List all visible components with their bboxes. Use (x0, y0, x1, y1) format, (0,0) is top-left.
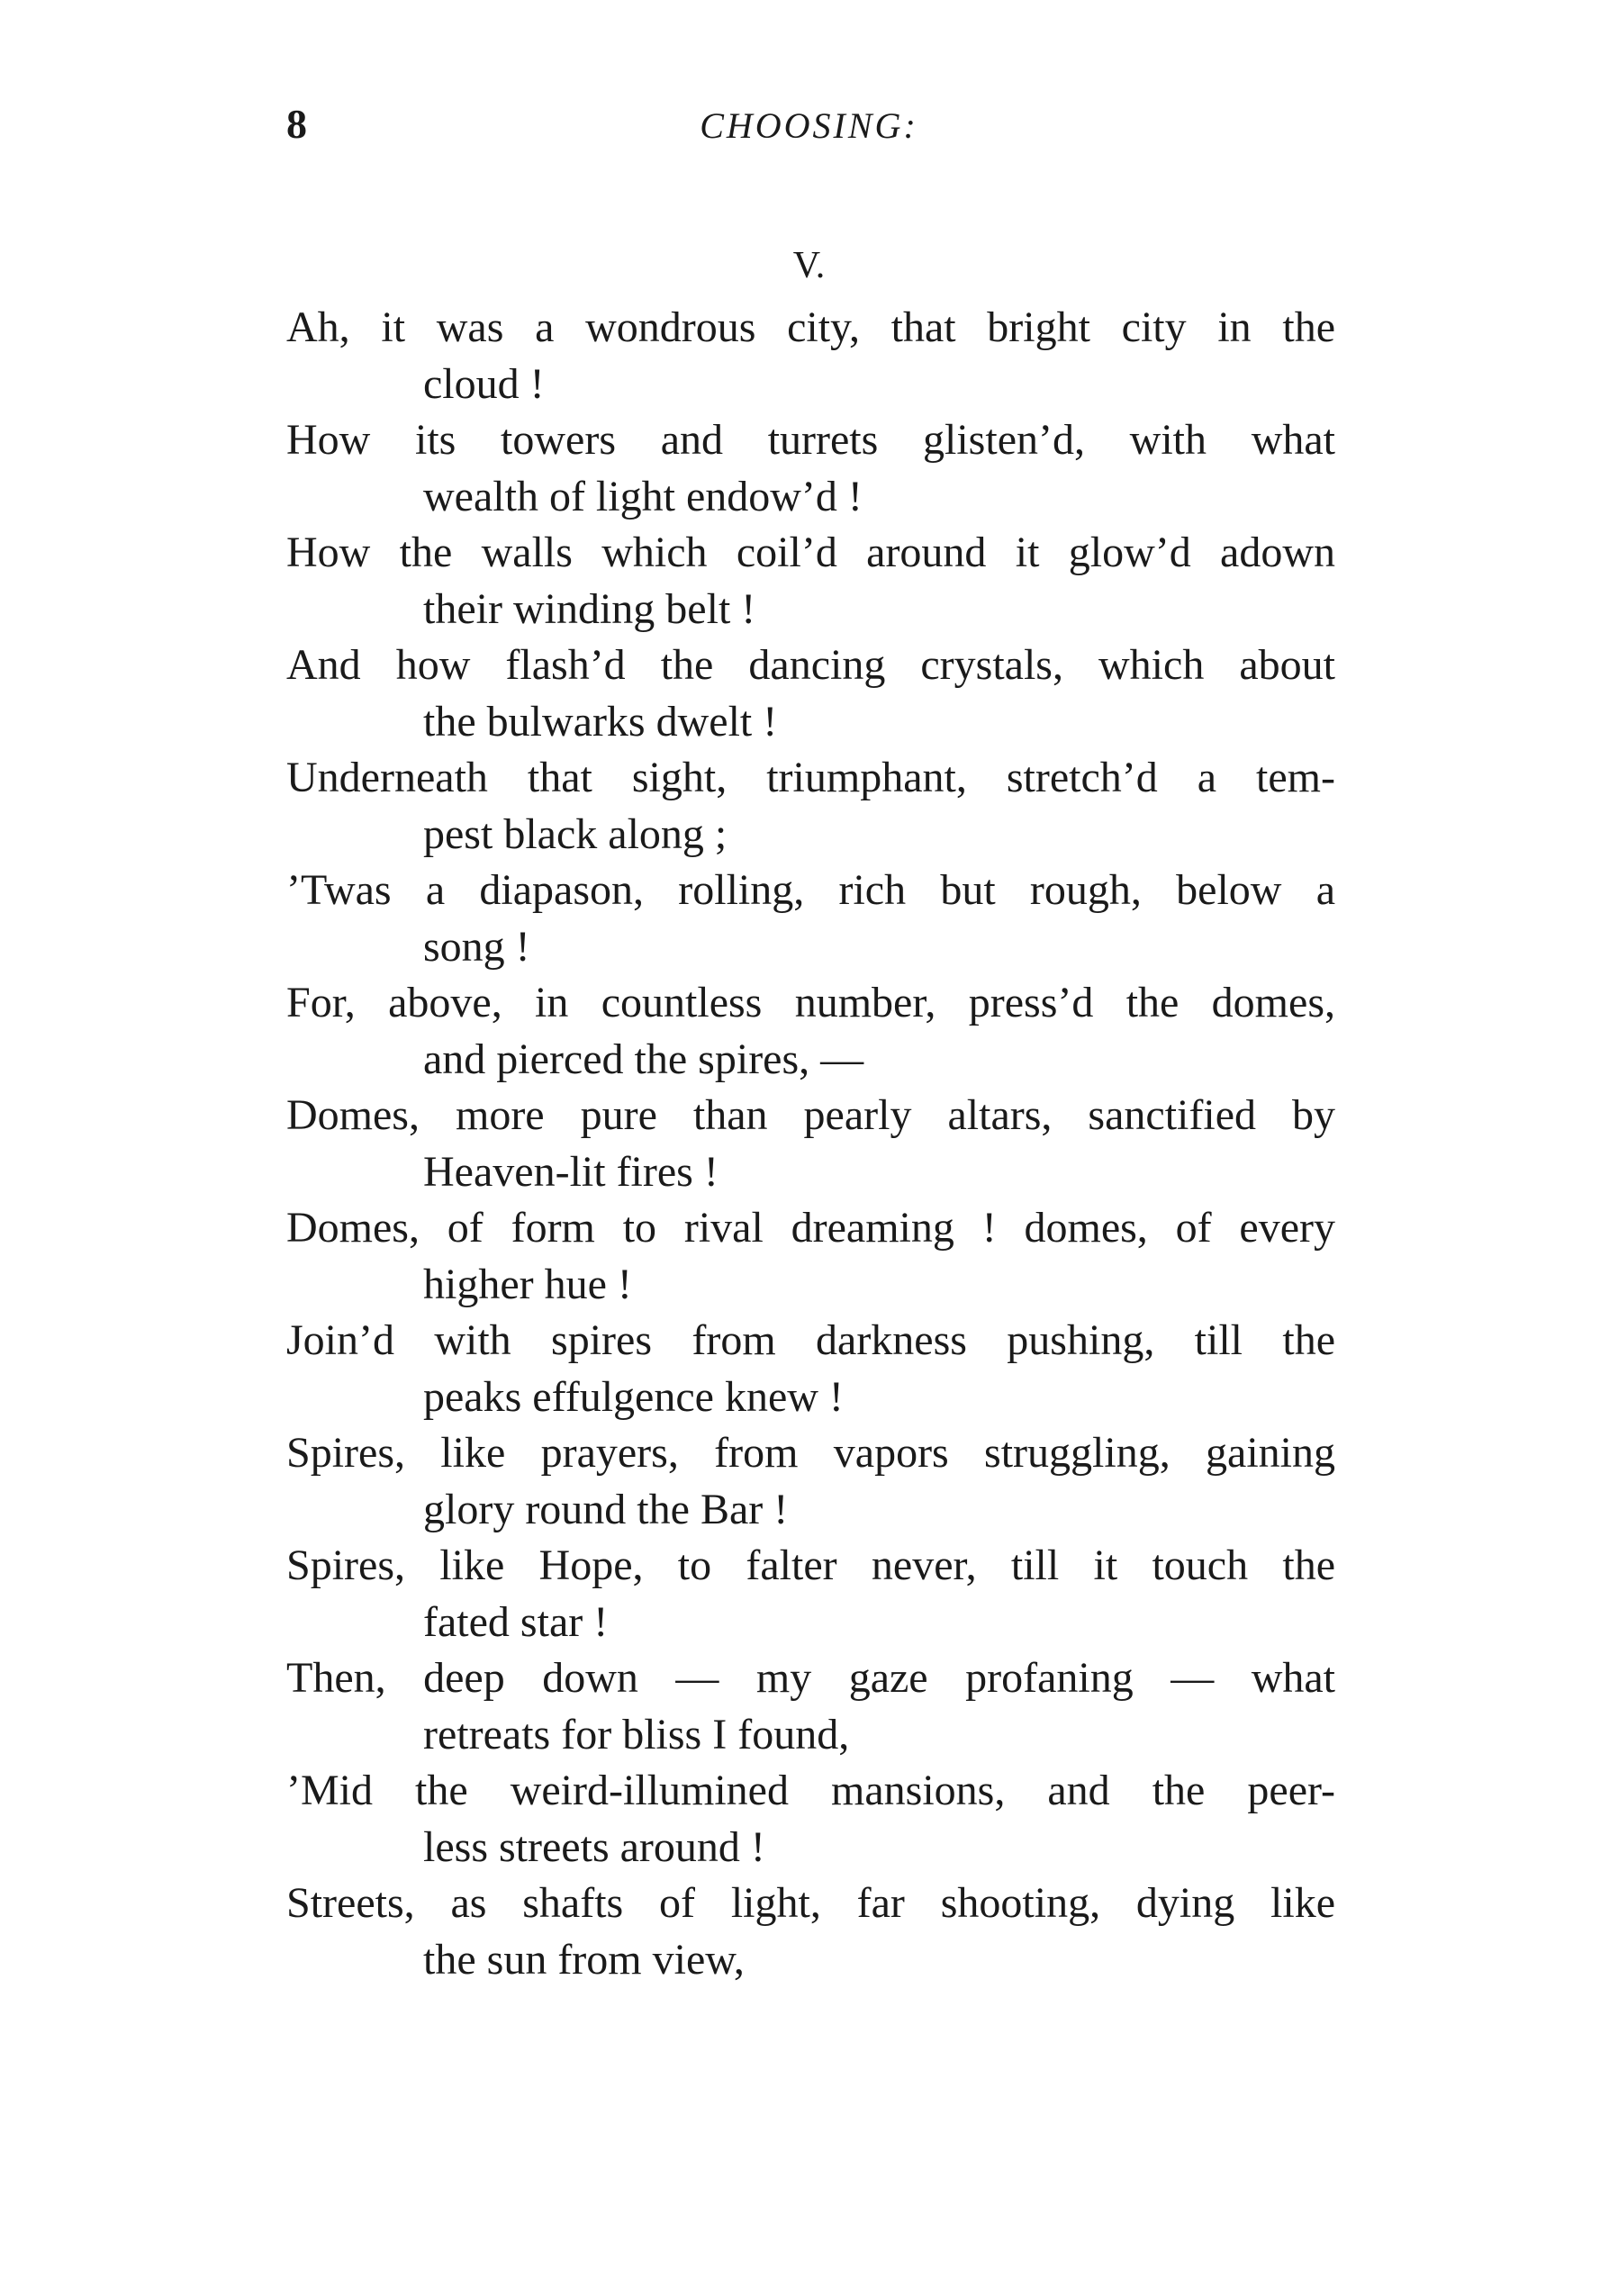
running-head: CHOOSING: (700, 105, 918, 146)
poem-line-continuation: glory round the Bar ! (423, 1485, 789, 1533)
poem-line: Then, deep down — my gaze profaning — what (286, 1654, 1335, 1702)
page-number: 8 (286, 101, 307, 147)
poem-line-continuation: and pierced the spires, — (423, 1035, 864, 1083)
poem-line: Join’d with spires from darkness pushing, till the (286, 1316, 1335, 1364)
poem-line-continuation: peaks effulgence knew ! (423, 1372, 844, 1421)
poem-line: Streets, as shafts of light, far shooting, dying like (286, 1879, 1335, 1927)
poem-line-continuation: pest black along ; (423, 809, 728, 858)
poem-line: How the walls which coil’d around it glow’d adown (286, 529, 1335, 576)
poem-line-continuation: cloud ! (423, 359, 545, 408)
poem-line-continuation: less streets around ! (423, 1822, 765, 1871)
poem-body (286, 300, 1335, 1988)
poem-line: Ah, it was a wondrous city, that bright city in the (286, 303, 1335, 351)
poem-line-continuation: the sun from view, (423, 1935, 745, 1984)
poem-line: Domes, of form to rival dreaming ! domes, of every (286, 1204, 1335, 1252)
poem-line-continuation: higher hue ! (423, 1260, 632, 1308)
poem-line-continuation: fated star ! (423, 1597, 609, 1646)
poem-line-continuation: Heaven-lit fires ! (423, 1147, 719, 1196)
poem-line-continuation: their winding belt ! (423, 584, 756, 633)
poem-line: For, above, in countless number, press’d the domes, (286, 979, 1335, 1026)
poem-line-continuation: wealth of light endow’d ! (423, 472, 863, 520)
poem-line: ’Mid the weird-illumined mansions, and the peer- (286, 1767, 1335, 1814)
poem-line-continuation: retreats for bliss I found, (423, 1710, 850, 1758)
poem-line: Underneath that sight, triumphant, stretch’d a tem- (286, 754, 1335, 801)
poem-line: Spires, like prayers, from vapors struggling, gaining (286, 1429, 1335, 1477)
poem-line: And how flash’d the dancing crystals, which about (286, 641, 1335, 689)
poem-line: Domes, more pure than pearly altars, sanctified by (286, 1091, 1335, 1139)
section-number: V. (792, 245, 826, 286)
poem-line: How its towers and turrets glisten’d, with what (286, 416, 1335, 464)
poem-line: ’Twas a diapason, rolling, rich but rough, below a (286, 866, 1335, 914)
poem-line: Spires, like Hope, to falter never, till it touch the (286, 1541, 1335, 1589)
poem-line-continuation: song ! (423, 922, 530, 971)
poem-line-continuation: the bulwarks dwelt ! (423, 697, 778, 746)
